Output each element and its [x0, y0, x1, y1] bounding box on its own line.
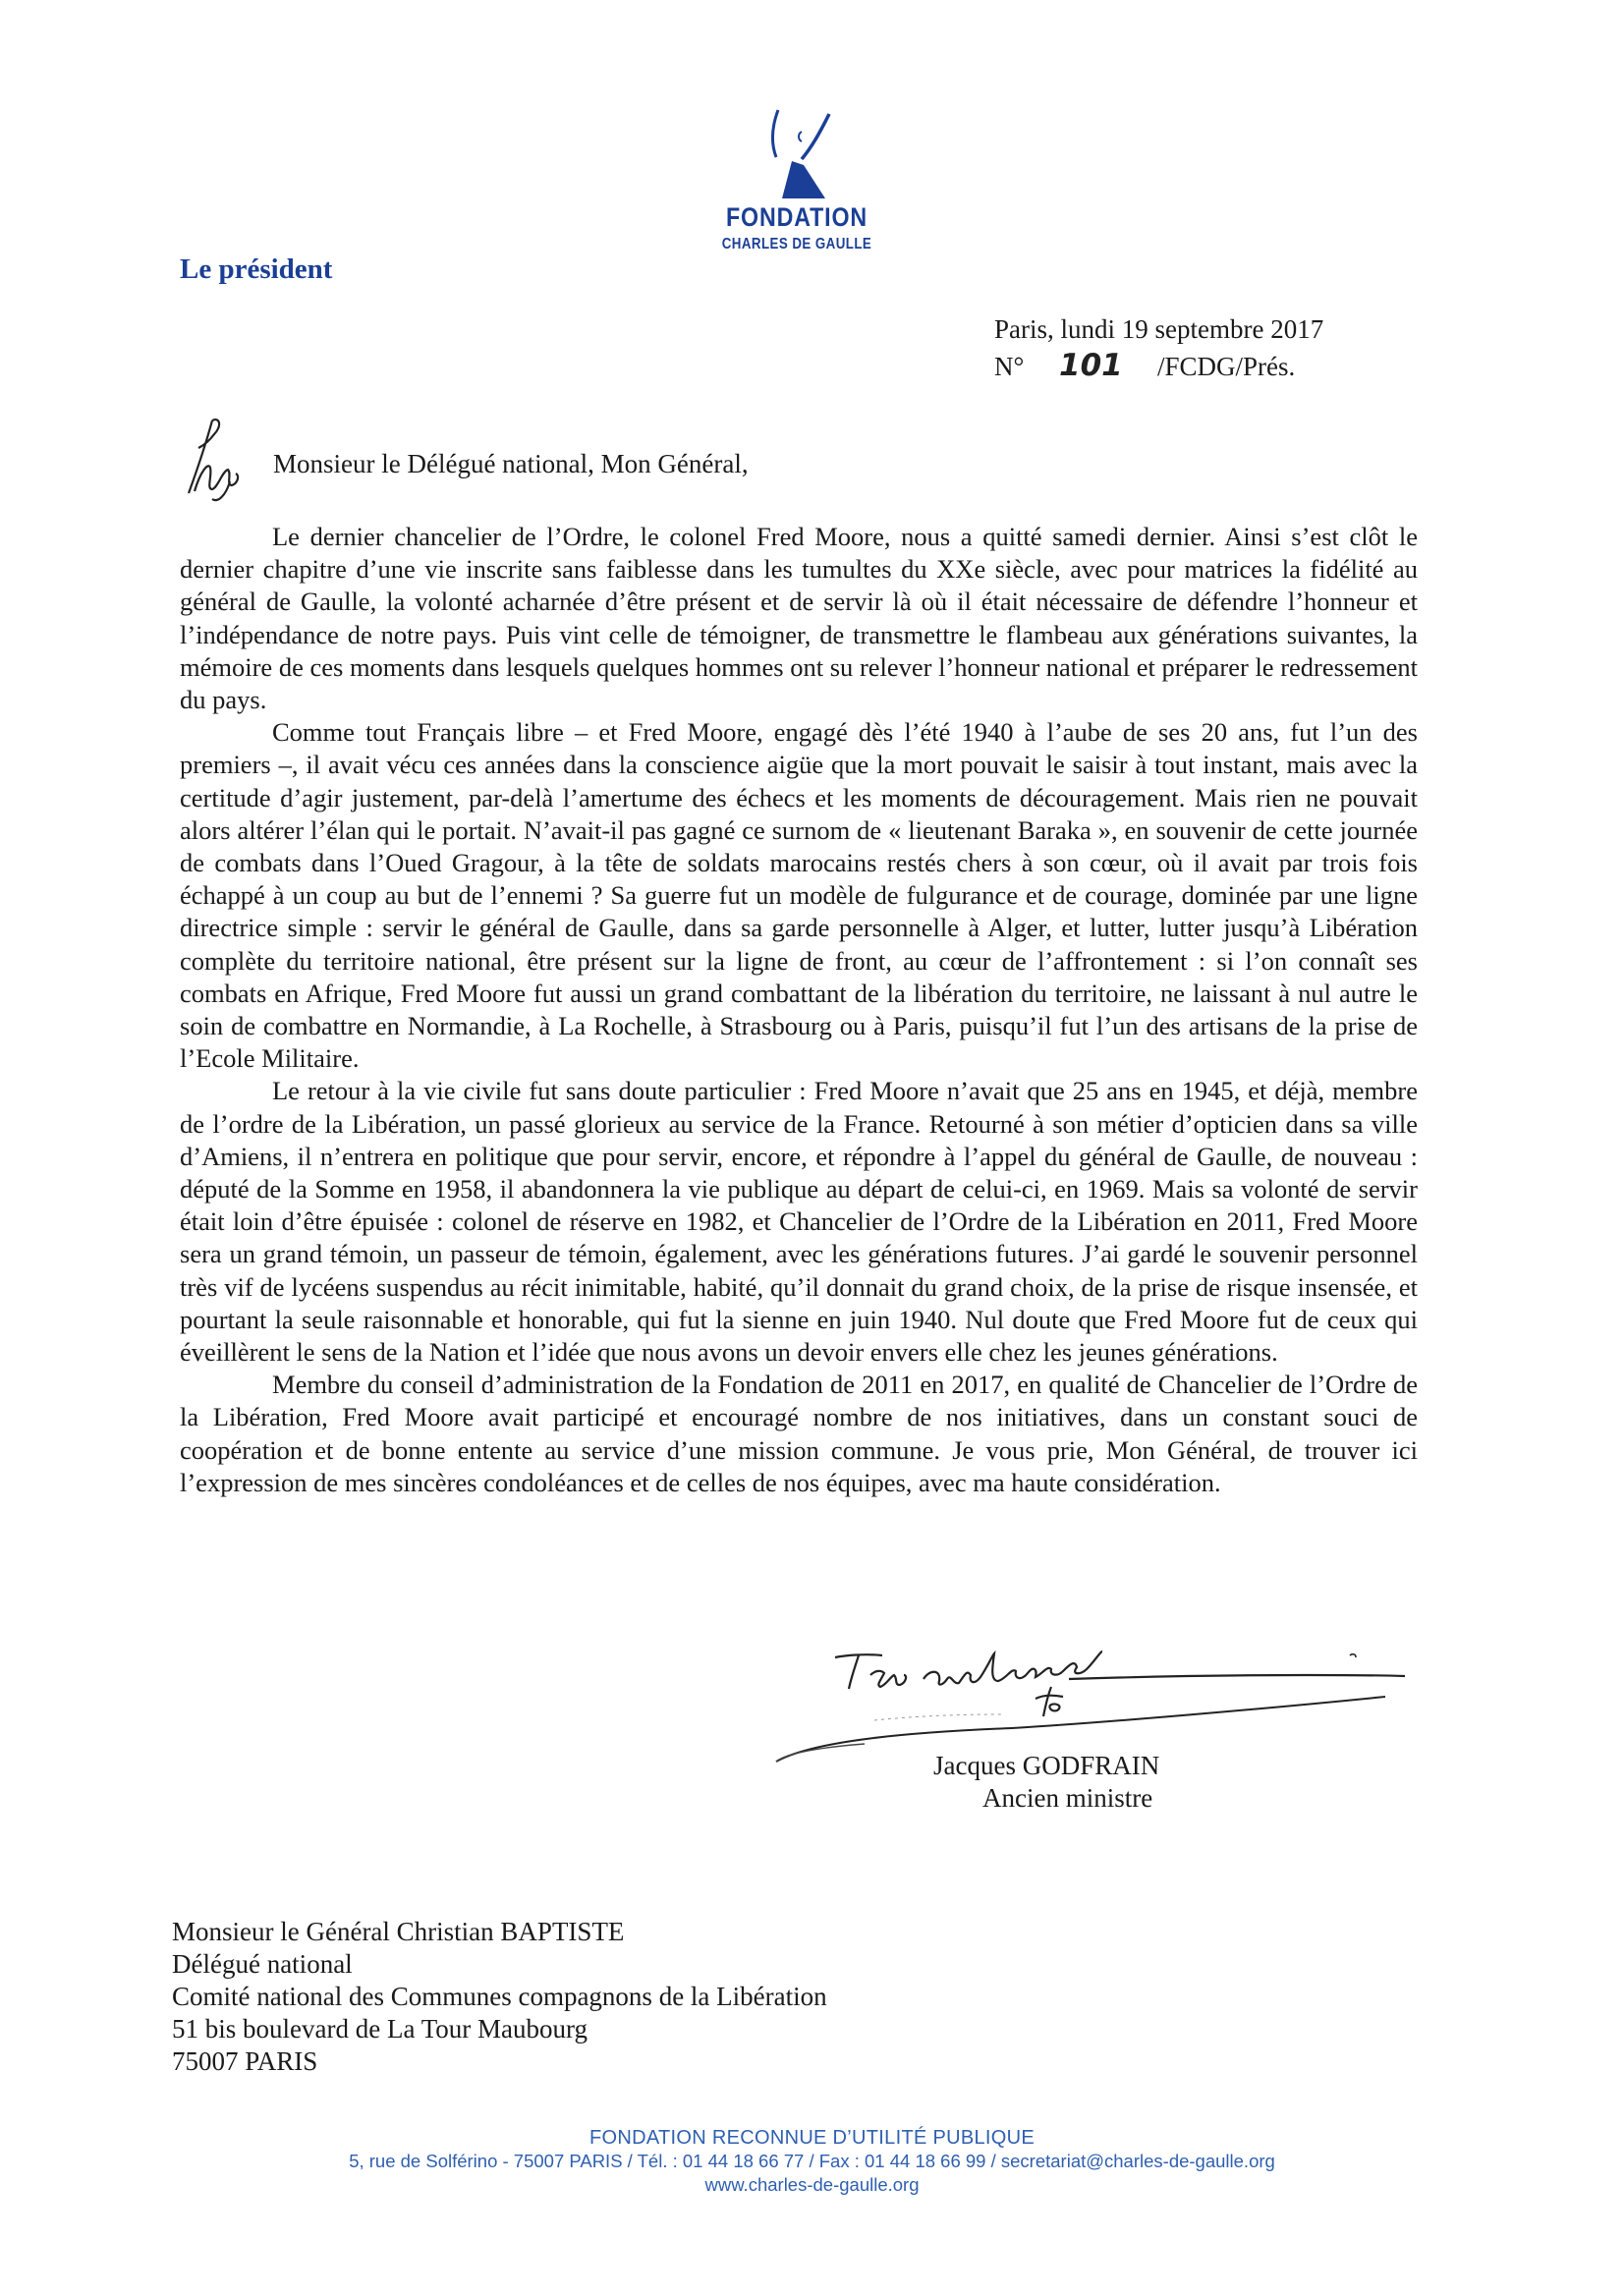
reference-handwritten-number: 101: [1059, 348, 1123, 383]
reference-prefix: N°: [994, 352, 1025, 381]
salutation: Monsieur le Délégué national, Mon Général,: [273, 449, 749, 478]
address-line: Comité national des Communes compagnons de la Libération: [172, 1982, 827, 2011]
paragraph-2: Comme tout Français libre – et Fred Moore, engagé dès l’été 1940 à l’aube de ses 20 ans, fut l’un des premiers –, il avait vécu ces années dans la conscience aigüe que la mort pouvait le saisir à tout instant, mais avec la certitude d’agir justement, par-delà l’amertume des échecs et les moments de découragement. Mais rien ne pouvait alors altérer l’élan qui le portait. N’avait-il pas gagné ce surnom de « lieutenant Baraka », en souvenir de cette journée de combats dans l’Oued Gragour, à la tête de soldats marocains restés chers à son cœur, où il avait par trois fois échappé à un coup au but de l’ennemi ? Sa guerre fut un modèle de fulgurance et de courage, dominée par une ligne directrice simple : servir le général de Gaulle, dans sa garde personnelle à Alger, et lutter, lutter jusqu’à Libération complète du territoire national, être présent sur la ligne de front, au cœur de l’affrontement : si l’on connaît ses combats en Afrique, Fred Moore fut aussi un grand combattant de la libération du territoire, ne laissant à nul autre le soin de combattre en Normandie, à La Rochelle, à Strasbourg ou à Paris, puisqu’il fut l’un des artisans de la prise de l’Ecole Militaire.: [180, 717, 1418, 1074]
foundation-logo: [703, 106, 890, 263]
logo-name-line1: FONDATION: [725, 202, 868, 232]
reference-number: [994, 348, 1387, 391]
footer-contact: 5, rue de Solférino - 75007 PARIS / Tél. : 01 44 18 66 77 / Fax : 01 44 18 66 99 / secretariat@charles-de-gaulle.org: [349, 2151, 1275, 2171]
footer-status: FONDATION RECONNUE D’UTILITÉ PUBLIQUE: [589, 2127, 1035, 2149]
address-line: Monsieur le Général Christian BAPTISTE: [172, 1917, 625, 1946]
footer-website: www.charles-de-gaulle.org: [704, 2174, 920, 2195]
signer-title: Ancien ministre: [982, 1783, 1153, 1813]
paragraph-3: Le retour à la vie civile fut sans doute particulier : Fred Moore n’avait que 25 ans en 1945, et déjà, membre de l’ordre de la Libération, un passé glorieux au service de la France. Retourné à son métier d’opticien dans sa ville d’Amiens, il n’entrera en politique que pour servir, encore, et répondre à l’appel du général de Gaulle, de nouveau : député de la Somme en 1958, il abandonnera la vie publique au départ de celui-ci, en 1969. Mais sa volonté de servir était loin d’être épuisée : colonel de réserve en 1982, et Chancelier de l’Ordre de la Libération en 2011, Fred Moore sera un grand témoin, un passeur de témoin, également, avec les générations futures. J’ai gardé le souvenir personnel très vif de lycéens suspendus au récit inimitable, habité, qu’il donnait du grand choix, de la prise de risque insensée, et pourtant la seule raisonnable et honorable, qui fut la sienne en juin 1940. Nul doute que Fred Moore fut de ceux qui éveillèrent le sens de la Nation et l’idée que nous avons un devoir envers elle chez les jeunes générations.: [180, 1076, 1418, 1368]
signer-name: Jacques GODFRAIN: [933, 1751, 1160, 1780]
letter-body: [180, 521, 1418, 1499]
recipient-address: [172, 1916, 827, 2078]
reference-suffix: /FCDG/Prés.: [1157, 352, 1296, 381]
de-gaulle-silhouette-icon: [735, 106, 859, 204]
paragraph-1: Le dernier chancelier de l’Ordre, le colonel Fred Moore, nous a quitté samedi dernier. Ainsi s’est clôt le dernier chapitre d’une vie inscrite sans faiblesse dans les tumultes du XXe siècle, avec pour matrices la fidélité au général de Gaulle, la volonté acharnée d’être présent et de servir là où il était nécessaire de défendre l’honneur et l’indépendance de notre pays. Puis vint celle de témoigner, de transmettre le flambeau aux générations suivantes, la mémoire de ces moments dans lesquels quelques hommes ont su relever l’honneur national et préparer le redressement du pays.: [180, 522, 1418, 715]
handwritten-initials: [167, 413, 255, 511]
page-footer: [0, 2126, 1624, 2197]
paragraph-4: Membre du conseil d’administration de la Fondation de 2011 en 2017, en qualité de Chancelier de l’Ordre de la Libération, Fred Moore avait participé et encouragé nombre de nos initiatives, dans un constant souci de coopération et de bonne entente au service d’une mission commune. Je vous prie, Mon Général, de trouver ici l’expression de mes sincères condoléances et de celles de nos équipes, avec ma haute considération.: [180, 1370, 1418, 1497]
logo-name-line2: CHARLES DE GAULLE: [721, 236, 872, 252]
address-line: Délégué national: [172, 1949, 353, 1979]
address-line: 51 bis boulevard de La Tour Maubourg: [172, 2014, 588, 2044]
president-label: Le président: [180, 253, 333, 285]
address-line: 75007 PARIS: [172, 2046, 318, 2076]
letter-date: Paris, lundi 19 septembre 2017: [994, 314, 1324, 344]
